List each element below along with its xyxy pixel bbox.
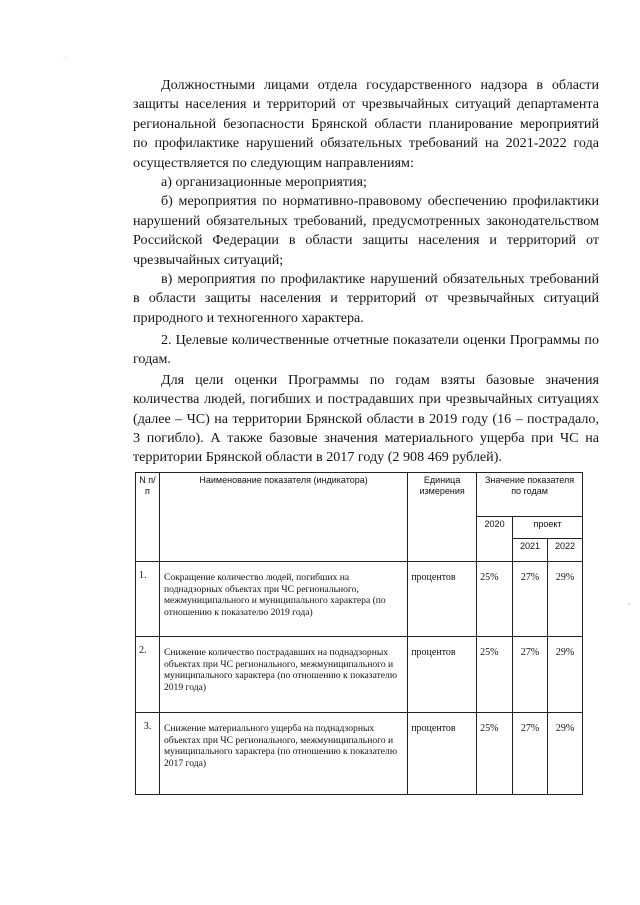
header-project: проект xyxy=(513,517,583,539)
header-year-2022: 2022 xyxy=(548,539,583,562)
list-item-b: б) мероприятия по нормативно-правовому обеспечению профилактики нарушений обязательных требований, предусмотренных законодательством Российской Федерации в области защиты населения и территорий от чрезвычайных ситуаций; xyxy=(133,193,599,268)
section-2 xyxy=(133,331,599,468)
row-num: 2. xyxy=(136,637,160,713)
row-value-2020: 25% xyxy=(477,637,513,713)
section-paragraph: Для цели оценки Программы по годам взяты базовые значения количества людей, погибших и пострадавших при чрезвычайных ситуациях (далее – ЧС) на территории Брянской области в 2019 году (16 – пострадало, 3 погибло). А также базовые значения материального ущерба при ЧС на территории Брянской области в 2017 году (2 908 469 рублей). xyxy=(133,371,599,466)
row-value-2021: 27% xyxy=(513,637,548,713)
row-unit: процентов xyxy=(408,562,477,637)
header-value: Значение показателя по годам xyxy=(477,473,583,517)
row-value-2020: 25% xyxy=(477,713,513,795)
header-num: N п/п xyxy=(136,473,160,562)
row-name: Снижение количество пострадавших на поднадзорных объектах при ЧС регионального, межмуниципального и муниципального характера (по отношению к показателю 2019 года) xyxy=(159,637,407,713)
list-item-a: а) организационные мероприятия; xyxy=(161,174,367,191)
row-num: 3. xyxy=(136,713,160,795)
table-row xyxy=(136,562,583,637)
header-unit: Единица измерения xyxy=(408,473,477,562)
intro-section xyxy=(133,76,599,328)
margin-mark: , xyxy=(628,596,631,606)
section-heading: 2. Целевые количественные отчетные показатели оценки Программы по годам. xyxy=(133,332,599,368)
header-year-2020: 2020 xyxy=(477,517,513,562)
row-value-2021: 27% xyxy=(513,713,548,795)
row-num: 1. xyxy=(136,562,160,637)
row-value-2021: 27% xyxy=(513,562,548,637)
row-value-2022: 29% xyxy=(548,713,583,795)
indicators-table xyxy=(135,472,583,795)
row-value-2022: 29% xyxy=(548,637,583,713)
row-unit: процентов xyxy=(408,637,477,713)
table-row xyxy=(136,713,583,795)
row-value-2022: 29% xyxy=(548,562,583,637)
scan-artifact: ·. xyxy=(63,54,68,62)
list-item-c: в) мероприятия по профилактике нарушений обязательных требований в области защиты населения и территорий от чрезвычайных ситуаций природного и техногенного характера. xyxy=(133,271,599,326)
header-name: Наименование показателя (индикатора) xyxy=(159,473,407,562)
intro-paragraph: Должностными лицами отдела государственного надзора в области защиты населения и территорий от чрезвычайных ситуаций департамента региональной безопасности Брянской области планирование мероприятий по профилактике нарушений обязательных требований на 2021-2022 года осуществляется по следующим направлениям: xyxy=(133,77,599,171)
table-row xyxy=(136,637,583,713)
row-name: Снижение материального ущерба на поднадзорных объектах при ЧС регионального, межмуниципального и муниципального характера (по отношению к показателю 2017 года) xyxy=(159,713,407,795)
row-name: Сокращение количество людей, погибших на поднадзорных объектах при ЧС регионального, межмуниципального и муниципального характера (по отношению к показателю 2019 года) xyxy=(159,562,407,637)
header-year-2021: 2021 xyxy=(513,539,548,562)
row-unit: процентов xyxy=(408,713,477,795)
row-value-2020: 25% xyxy=(477,562,513,637)
